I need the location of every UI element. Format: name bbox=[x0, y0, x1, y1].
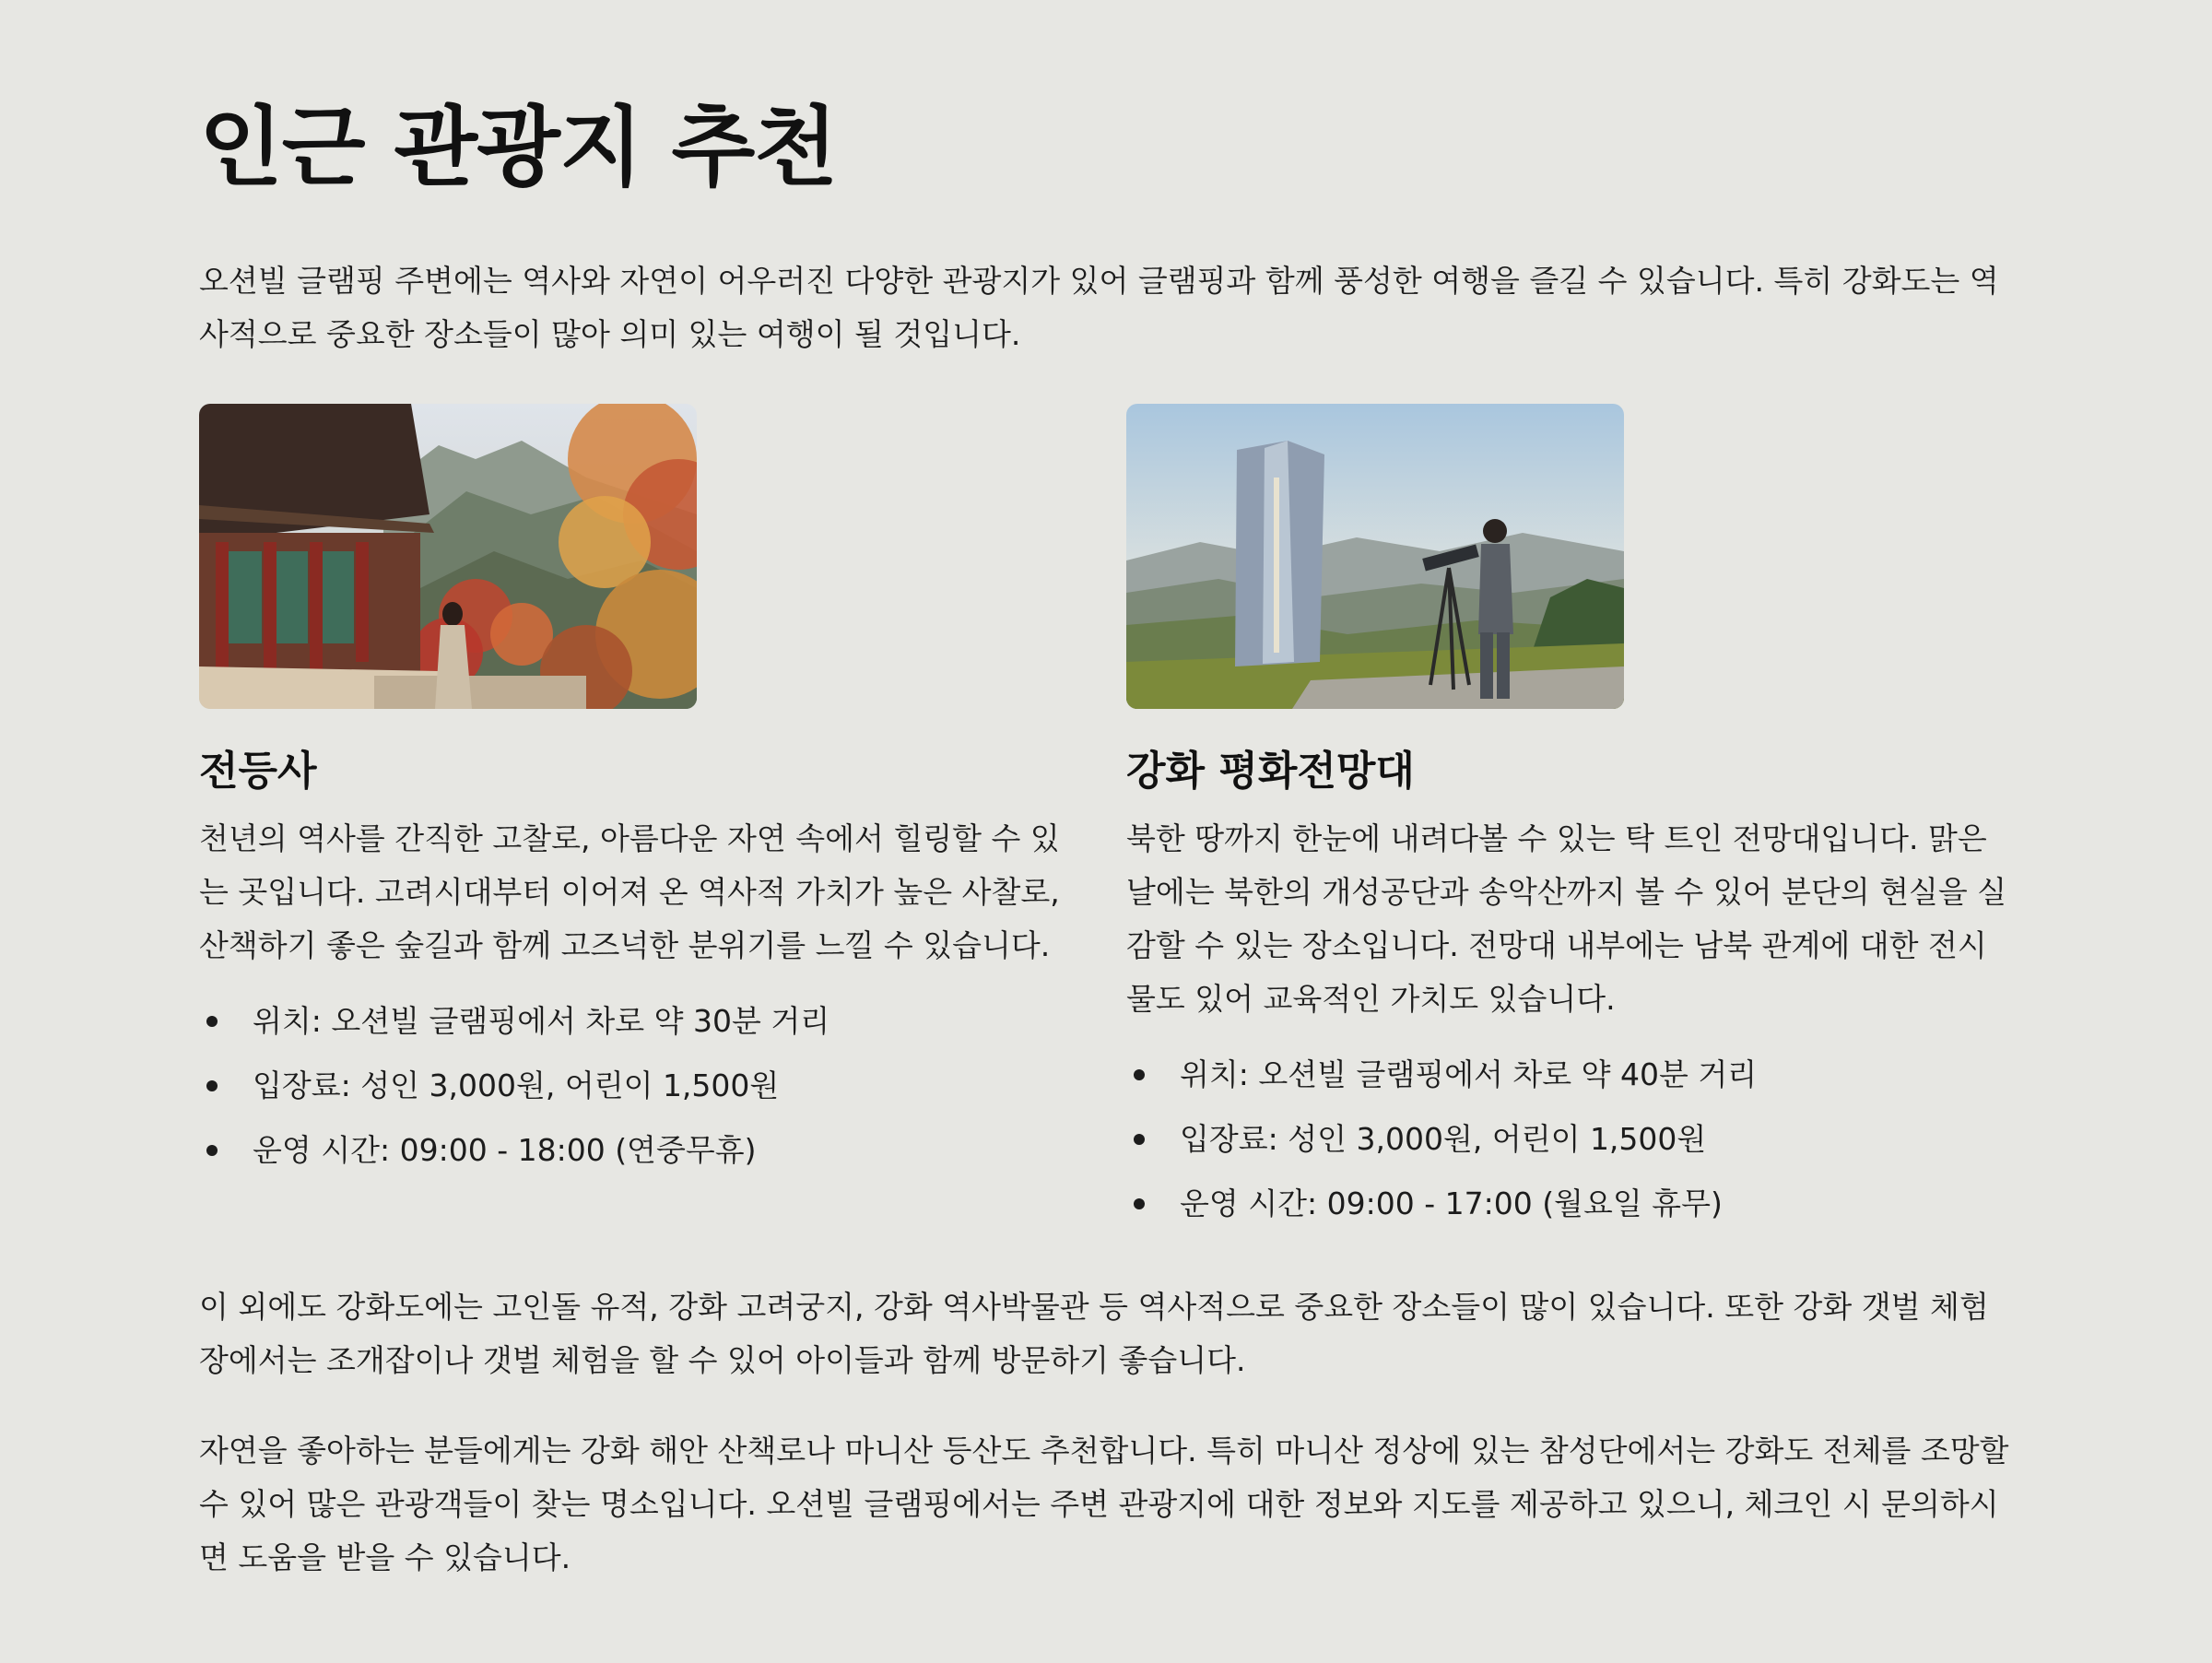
jeondeungsa-photo bbox=[199, 404, 697, 709]
page-title: 인근 관광지 추천 bbox=[199, 98, 838, 198]
bullet-icon bbox=[206, 1145, 218, 1156]
detail-location: 위치: 오션빌 글램핑에서 차로 약 40분 거리 bbox=[1126, 1043, 2013, 1107]
bullet-icon bbox=[206, 1080, 218, 1091]
detail-admission: 입장료: 성인 3,000원, 어린이 1,500원 bbox=[199, 1054, 1126, 1118]
detail-hours: 운영 시간: 09:00 - 18:00 (연중무휴) bbox=[199, 1118, 1126, 1183]
attraction-details-list bbox=[199, 989, 1126, 1183]
attraction-name: 전등사 bbox=[199, 748, 317, 795]
attraction-card-jeondeungsa bbox=[199, 404, 1126, 1236]
attraction-card-peace-observatory bbox=[1126, 404, 2013, 1236]
bullet-icon bbox=[1134, 1134, 1145, 1145]
attraction-name: 강화 평화전망대 bbox=[1126, 748, 1415, 795]
nature-recommendation-paragraph: 자연을 좋아하는 분들에게는 강화 해안 산책로나 마니산 등산도 추천합니다. 특히 마니산 정상에 있는 참성단에서는 강화도 전체를 조망할 수 있어 많은 관광객들이 찾는 명소입니다. 오션빌 글램핑에서는 주변 관광지에 대한 정보와 지도를 제공하고 있으니, 체크인 시 문의하시면 도움을 받을 수 있습니다. bbox=[199, 1433, 2009, 1575]
detail-admission: 입장료: 성인 3,000원, 어린이 1,500원 bbox=[1126, 1107, 2013, 1172]
attraction-cards bbox=[199, 404, 2013, 1236]
detail-hours: 운영 시간: 09:00 - 17:00 (월요일 휴무) bbox=[1126, 1172, 2013, 1236]
peace-observatory-photo bbox=[1126, 404, 1624, 709]
bullet-icon bbox=[1134, 1198, 1145, 1209]
intro-paragraph: 오션빌 글램핑 주변에는 역사와 자연이 어우러진 다양한 관광지가 있어 글램핑과 함께 풍성한 여행을 즐길 수 있습니다. 특히 강화도는 역사적으로 중요한 장소들이 많아 의미 있는 여행이 될 것입니다. bbox=[199, 263, 1999, 352]
page-content bbox=[199, 88, 2013, 1585]
other-attractions-paragraph: 이 외에도 강화도에는 고인돌 유적, 강화 고려궁지, 강화 역사박물관 등 역사적으로 중요한 장소들이 많이 있습니다. 또한 강화 갯벌 체험장에서는 조개잡이나 갯벌 체험을 할 수 있어 아이들과 함께 방문하기 좋습니다. bbox=[199, 1289, 1989, 1378]
attraction-description: 천년의 역사를 간직한 고찰로, 아름다운 자연 속에서 힐링할 수 있는 곳입니다. 고려시대부터 이어져 온 역사적 가치가 높은 사찰로, 산책하기 좋은 숲길과 함께 고즈넉한 분위기를 느낄 수 있습니다. bbox=[199, 820, 1060, 963]
attraction-description: 북한 땅까지 한눈에 내려다볼 수 있는 탁 트인 전망대입니다. 맑은 날에는 북한의 개성공단과 송악산까지 볼 수 있어 분단의 현실을 실감할 수 있는 장소입니다. 전망대 내부에는 남북 관계에 대한 전시물도 있어 교육적인 가치도 있습니다. bbox=[1126, 820, 2007, 1017]
detail-location: 위치: 오션빌 글램핑에서 차로 약 30분 거리 bbox=[199, 989, 1126, 1054]
bullet-icon bbox=[1134, 1069, 1145, 1080]
bullet-icon bbox=[206, 1016, 218, 1027]
attraction-details-list bbox=[1126, 1043, 2013, 1236]
